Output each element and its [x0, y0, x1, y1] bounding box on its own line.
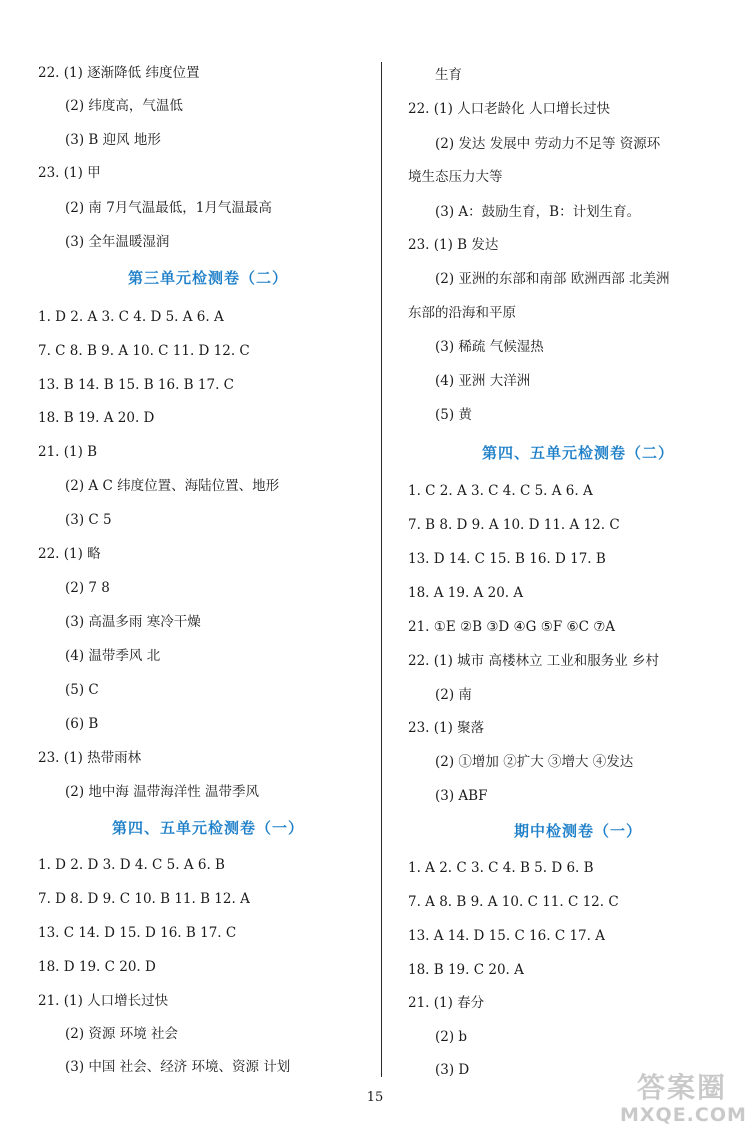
answer-line: (3) D	[435, 1062, 470, 1078]
answer-line: 1. C 2. A 3. C 4. C 5. A 6. A	[408, 483, 593, 499]
answer-line: 1. D 2. A 3. C 4. D 5. A 6. A	[38, 309, 224, 325]
section-heading: 第四、五单元检测卷（二）	[481, 444, 674, 462]
answer-line: 7. D 8. D 9. C 10. B 11. B 12. A	[38, 891, 250, 907]
answer-line: 21. (1) 人口增长过快	[38, 993, 169, 1009]
answer-line: (5) C	[65, 682, 99, 698]
answer-line: (2) 7 8	[65, 580, 110, 596]
section-heading: 第三单元检测卷（二）	[127, 269, 288, 287]
answer-line: (3) 中国 社会、经济 环境、资源 计划	[65, 1059, 291, 1075]
answer-line: (2) b	[435, 1029, 468, 1045]
answer-line: 13. A 14. D 15. C 16. C 17. A	[408, 928, 605, 944]
answer-line: 1. A 2. C 3. C 4. B 5. D 6. B	[408, 860, 594, 876]
watermark-url: MXQE.COM	[620, 1104, 747, 1126]
answer-line: 23. (1) B 发达	[408, 237, 499, 253]
answer-line: (2) 南	[435, 687, 472, 703]
answer-line: (2) 亚洲的东部和南部 欧洲西部 北美洲	[435, 271, 670, 287]
answer-line: (3) 全年温暖湿润	[65, 234, 170, 250]
watermark-logo	[620, 1071, 747, 1126]
answer-line: 7. A 8. B 9. A 10. C 11. C 12. C	[408, 894, 619, 910]
answer-line: (2) 资源 环境 社会	[65, 1026, 178, 1042]
answer-line: (5) 黄	[435, 407, 472, 423]
section-heading: 第四、五单元检测卷（一）	[111, 819, 304, 837]
answer-line: 13. B 14. B 15. B 16. B 17. C	[38, 377, 234, 393]
answer-line: 13. C 14. D 15. D 16. B 17. C	[38, 925, 237, 941]
answer-line: (4) 亚洲 大洋洲	[435, 373, 531, 389]
answer-line: 18. B 19. C 20. A	[408, 962, 524, 978]
answer-line: 21. (1) 春分	[408, 995, 485, 1011]
answer-line: 东部的沿海和平原	[408, 305, 516, 321]
answer-line: 18. B 19. A 20. D	[38, 410, 155, 426]
answer-line: 1. D 2. D 3. D 4. C 5. A 6. B	[38, 857, 225, 873]
answer-line: (3) C 5	[65, 512, 112, 528]
page-number: 15	[366, 1090, 384, 1105]
answer-line: 21. ①E ②B ③D ④G ⑤F ⑥C ⑦A	[408, 619, 616, 635]
answer-line: 生育	[435, 67, 462, 83]
answer-line: 境生态压力大等	[408, 169, 503, 185]
answer-line: 23. (1) 聚落	[408, 720, 485, 736]
answer-line: (3) A：鼓励生育，B：计划生育。	[435, 204, 641, 220]
answer-line: 7. C 8. B 9. A 10. C 11. D 12. C	[38, 343, 250, 359]
answer-line: 7. B 8. D 9. A 10. D 11. A 12. C	[408, 517, 620, 533]
answer-line: 18. D 19. C 20. D	[38, 959, 156, 975]
answer-line: 13. D 14. C 15. B 16. D 17. B	[408, 551, 606, 567]
answer-line: (4) 温带季风 北	[65, 648, 161, 664]
section-heading: 期中检测卷（一）	[513, 822, 642, 840]
answer-line: (3) B 迎风 地形	[65, 132, 161, 148]
answer-line: 22. (1) 人口老龄化 人口增长过快	[408, 101, 610, 117]
answer-line: (2) 地中海 温带海洋性 温带季风	[65, 784, 259, 800]
column-divider	[381, 62, 382, 1077]
answer-line: (6) B	[65, 716, 99, 732]
answer-line: (2) A C 纬度位置、海陆位置、地形	[65, 478, 280, 494]
answer-line: 18. A 19. A 20. A	[408, 585, 524, 601]
answer-line: 23. (1) 甲	[38, 165, 101, 181]
answer-line: (2) 发达 发展中 劳动力不足等 资源环	[435, 136, 661, 152]
answer-line: 22. (1) 略	[38, 546, 101, 562]
answer-line: (2) 南 7月气温最低，1月气温最高	[65, 200, 272, 216]
answer-line: 21. (1) B	[38, 444, 98, 460]
answer-line: 22. (1) 城市 高楼林立 工业和服务业 乡村	[408, 653, 660, 669]
answer-line: (3) 稀疏 气候湿热	[435, 339, 544, 355]
watermark-text: 答案圈	[636, 1071, 727, 1104]
answer-line: 23. (1) 热带雨林	[38, 750, 142, 766]
answer-line: (3) ABF	[435, 788, 488, 804]
answer-line: (2) 纬度高，气温低	[65, 98, 183, 114]
answer-line: (2) ①增加 ②扩大 ③增大 ④发达	[435, 754, 634, 770]
answer-line: 22. (1) 逐渐降低 纬度位置	[38, 65, 200, 81]
answer-line: (3) 高温多雨 寒冷干燥	[65, 614, 201, 630]
